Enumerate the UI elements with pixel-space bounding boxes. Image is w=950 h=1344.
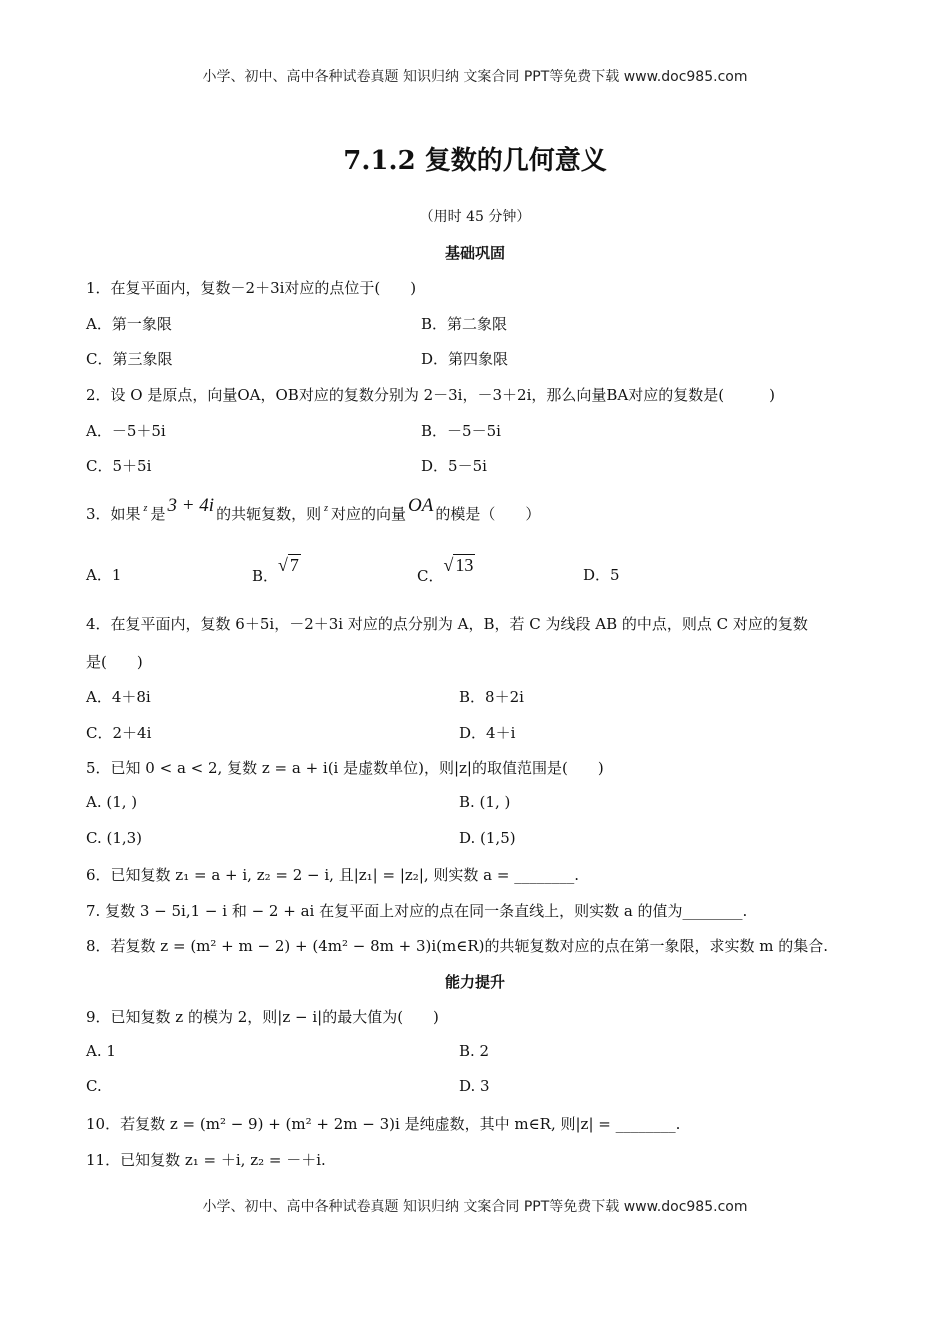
q3-vector: OA	[408, 495, 434, 516]
question-3	[86, 495, 541, 525]
time-limit: （用时 45 分钟）	[419, 209, 531, 225]
q5-option-d: D. (1,5)	[459, 829, 516, 847]
page-title: 7.1.2 复数的几何意义	[343, 146, 607, 176]
q3-option-c-radicand: 13	[455, 555, 474, 575]
q3-option-c	[417, 555, 475, 586]
question-6: 6．已知复数 z₁ = a + i, z₂ = 2 − i, 且|z₁| = |z₂|, 则实数 a = ________.	[86, 866, 579, 884]
question-1: 1．在复平面内，复数－2＋3i对应的点位于( )	[86, 279, 417, 297]
question-2: 2．设 O 是原点，向量OA，OB对应的复数分别为 2－3i，－3＋2i，那么向量BA对应的复数是( )	[86, 386, 775, 404]
q3-option-c-label: C．	[417, 567, 444, 585]
question-7: 7. 复数 3 − 5i,1 − i 和 − 2 + ai 在复平面上对应的点在同一条直线上，则实数 a 的值为________.	[86, 902, 748, 920]
q3-option-b	[252, 555, 301, 586]
q9-option-c: C.	[86, 1077, 102, 1095]
q3-text-2: 是	[150, 505, 166, 523]
q5-option-b: B. (1, )	[459, 793, 511, 811]
q3-text-4: 对应的向量	[331, 505, 407, 523]
page-header: 小学、初中、高中各种试卷真题 知识归纳 文案合同 PPT等免费下载 www.doc985.com	[202, 69, 748, 85]
question-9: 9．已知复数 z 的模为 2，则|z − i|的最大值为( )	[86, 1008, 439, 1026]
q3-option-b-label: B．	[252, 567, 279, 585]
section-advanced: 能力提升	[444, 973, 505, 991]
q2-option-d: D．5－5i	[421, 457, 487, 475]
q5-option-a: A. (1, )	[86, 793, 138, 811]
q4-option-b: B．8＋2i	[459, 688, 524, 706]
q1-option-a: A．第一象限	[86, 315, 172, 333]
page-footer: 小学、初中、高中各种试卷真题 知识归纳 文案合同 PPT等免费下载 www.doc985.com	[202, 1199, 748, 1215]
q1-option-d: D．第四象限	[421, 350, 509, 368]
q3-text-3: 的共轭复数，则	[216, 505, 322, 523]
q9-option-a: A. 1	[86, 1042, 116, 1060]
q4-option-a: A．4＋8i	[86, 688, 151, 706]
q3-text-1: 3．如果	[86, 505, 141, 523]
question-11: 11．已知复数 z₁ = ＋i, z₂ = －＋i.	[86, 1151, 326, 1169]
question-8: 8．若复数 z = (m² + m − 2) + (4m² − 8m + 3)i(m∈R)的共轭复数对应的点在第一象限，求实数 m 的集合.	[86, 937, 828, 955]
q1-option-c: C．第三象限	[86, 350, 173, 368]
q3-z-symbol: z	[143, 503, 148, 514]
section-basic: 基础巩固	[444, 244, 505, 262]
q2-option-a: A．－5＋5i	[86, 422, 166, 440]
question-4: 4．在复平面内，复数 6＋5i，－2＋3i 对应的点分别为 A，B，若 C 为线段 AB 的中点，则点 C 对应的复数	[86, 615, 808, 633]
q9-option-b: B. 2	[459, 1042, 490, 1060]
q2-option-c: C．5＋5i	[86, 457, 152, 475]
sqrt-icon: √ 13	[443, 555, 474, 575]
q3-option-a: A．1	[86, 566, 122, 584]
q4-option-d: D．4＋i	[459, 724, 516, 742]
q4-option-c: C．2＋4i	[86, 724, 152, 742]
question-4-continued: 是( )	[86, 653, 143, 671]
q1-option-b: B．第二象限	[421, 315, 508, 333]
q3-z-symbol-2: z	[324, 503, 328, 514]
question-10: 10．若复数 z = (m² − 9) + (m² + 2m − 3)i 是纯虚数，其中 m∈R, 则|z| = ________.	[86, 1115, 681, 1133]
sqrt-icon: √ 7	[278, 555, 299, 575]
q5-option-c: C. (1,3)	[86, 829, 143, 847]
q3-option-d: D．5	[583, 566, 620, 584]
q3-expression: 3 + 4i	[167, 495, 215, 516]
q3-option-b-radicand: 7	[289, 555, 299, 575]
question-5: 5．已知 0 < a < 2, 复数 z = a + i(i 是虚数单位)，则|z|的取值范围是( )	[86, 759, 604, 777]
q9-option-d: D. 3	[459, 1077, 490, 1095]
q3-text-5: 的模是（ ）	[435, 505, 541, 523]
q2-option-b: B．－5－5i	[421, 422, 501, 440]
